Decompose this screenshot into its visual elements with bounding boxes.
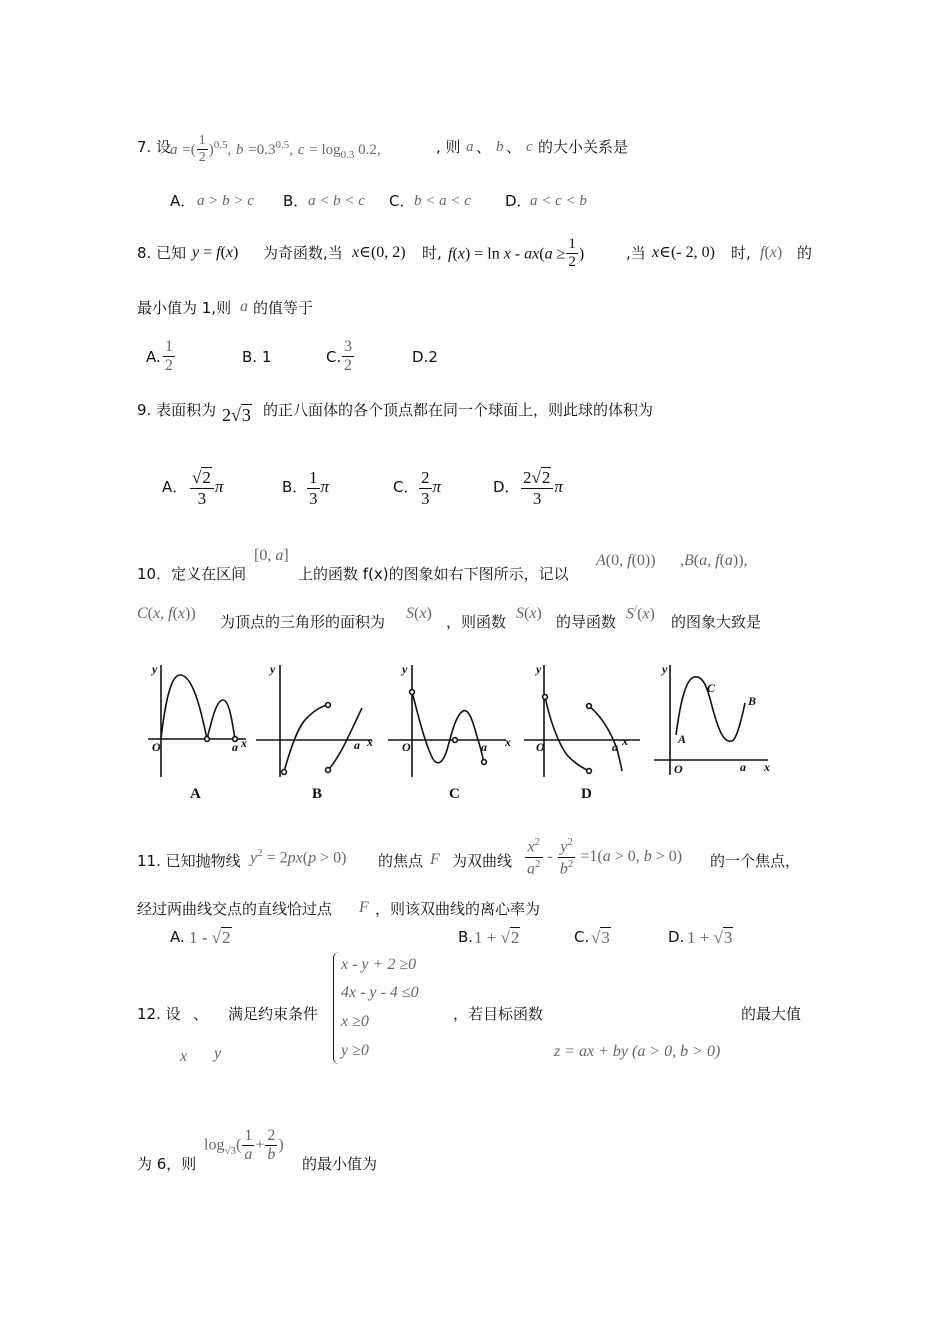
svg-text:a: a [354, 738, 360, 752]
svg-text:y: y [662, 662, 668, 676]
q8-option-b: B. 1 [242, 348, 272, 366]
q11-text-1: 的焦点 [378, 852, 424, 870]
q10-derivative-fn: S/(x) [626, 603, 655, 623]
q9-option-c-label: C． [393, 478, 419, 496]
q9-suffix: 的正八面体的各个顶点都在同一个球面上，则此球的体积为 [263, 401, 654, 419]
q11-option-b-label: B. [458, 928, 474, 946]
svg-text:y: y [402, 662, 408, 676]
svg-text:x: x [622, 734, 628, 748]
svg-text:A: A [678, 732, 687, 746]
q12-constraint-3: x ≥0 [341, 1013, 369, 1030]
q8-text-5: 的 [797, 244, 813, 262]
q8-option-a-value: $\frac{1}{2}$ [165, 338, 173, 375]
q12-var-y: y [214, 1045, 222, 1062]
svg-text:O: O [536, 740, 545, 754]
q12-var-x: x [180, 1048, 188, 1065]
graph-label-c: C [449, 786, 460, 802]
svg-text:x: x [764, 760, 770, 774]
graph-c [388, 665, 506, 777]
q8-option-a-label: A. [146, 348, 161, 366]
q10-point-b: ,B(a, f(a)), [680, 552, 748, 569]
svg-text:O: O [152, 740, 161, 754]
q8-line2-a: 最小值为 1,则 [137, 299, 232, 317]
q12-log-expr: $\log_{√3}$( $\frac{1}{a}$ + $\frac{2}{b}$ ) [204, 1127, 284, 1164]
q9-option-d-value: $\frac{2√2}{3}$ π [523, 468, 563, 508]
q9-option-b-value: $\frac{1}{3}$ π [309, 468, 330, 508]
q12-line3-b: 的最小值为 [302, 1155, 378, 1173]
q8-text-2: 时, [422, 244, 442, 262]
q11-option-c-label: C. [574, 928, 590, 946]
q8-text-4: 时, [731, 244, 751, 262]
q11-option-d-value: 1 + √3 [687, 928, 733, 947]
svg-text:a: a [232, 740, 238, 754]
q11-text-2: 为双曲线 [452, 852, 513, 870]
q10-area-fn-2: S(x) [516, 605, 542, 622]
svg-text:C: C [707, 681, 716, 695]
q10-line2-b: ，则函数 [446, 613, 507, 631]
q10-point-c: C(x, f(x)) [137, 605, 196, 622]
q7-option-b-label: B． [283, 192, 309, 210]
q7-var-a: a [466, 139, 474, 155]
svg-text:a: a [481, 740, 487, 754]
q7-sep-2: 、 [506, 138, 522, 156]
q8-option-c-label: C. [326, 348, 342, 366]
q8-text-1: 为奇函数,当 [263, 244, 343, 262]
q10-interval: [0, a] [254, 547, 289, 564]
q10-line2-c: 的导函数 [556, 613, 617, 631]
q11-line2-b: ，则该双曲线的离心率为 [375, 900, 541, 918]
q11-hyperbola: $\frac{x^2}{a^2}$ - $\frac{y^2}{b^2}$ =1(a > 0, b > 0) [527, 836, 683, 878]
q8-option-c-value: $\frac{3}{2}$ [344, 338, 352, 375]
q8-fx-def: f(x) = ln x - ax(a ≥ $\frac{1}{2}$ ) [448, 236, 585, 271]
q8-line2-b: 的值等于 [253, 299, 314, 317]
q11-option-a-value: 1 - √2 [189, 928, 231, 947]
q8-number: 8. 已知 [137, 244, 187, 262]
svg-text:a: a [612, 740, 618, 754]
q7-option-a-label: A． [170, 192, 196, 210]
svg-text:y: y [152, 662, 158, 676]
q10-area-fn: S(x) [406, 605, 432, 622]
q7-then: , 则 [436, 138, 461, 156]
svg-text:B: B [748, 694, 757, 708]
q12-text-2: ，若目标函数 [453, 1005, 544, 1023]
graph-label-a: A [190, 786, 201, 802]
q12-constraint-2: 4x - y - 4 ≤0 [341, 984, 419, 1001]
q11-number: 11. 已知抛物线 [137, 852, 241, 870]
q7-number: 7. 设 [137, 138, 172, 156]
svg-text:O: O [402, 740, 411, 754]
q12-line3-a: 为 6，则 [137, 1155, 197, 1173]
q9-option-b-label: B． [282, 478, 308, 496]
q11-parabola: $y^2 = 2px(p > 0)$ [250, 847, 347, 867]
q8-interval-neg: x∈(- 2, 0) [652, 244, 715, 261]
q8-text-3: ,当 [626, 244, 646, 262]
q8-interval-pos: x∈(0, 2) [352, 244, 406, 261]
q7-option-d-expr: a < c < b [530, 193, 587, 209]
q10-text-1: 上的函数 f(x)的图象如右下图所示，记以 [298, 565, 569, 583]
q8-var-a: a [240, 298, 248, 315]
svg-text:x: x [505, 735, 511, 749]
svg-text:a: a [740, 760, 746, 774]
q8-fx-odd: y = f(x) [192, 244, 239, 261]
q12-sep: 、 [193, 1005, 209, 1023]
q10-number: 10．定义在区间 [137, 565, 247, 583]
svg-text:O: O [674, 762, 683, 776]
q9-option-d-label: D． [493, 478, 520, 496]
q10-point-a: A(0, f(0)) [596, 552, 656, 569]
q11-option-b-value: 1 + √2 [474, 928, 520, 947]
graph-d [524, 665, 640, 777]
graph-label-d: D [581, 786, 592, 802]
q11-option-d-label: D. [668, 928, 685, 946]
svg-text:y: y [536, 662, 542, 676]
q9-option-c-value: $\frac{2}{3}$ π [421, 468, 442, 508]
q10-graphs [140, 655, 780, 805]
q7-option-d-label: D． [505, 192, 532, 210]
q12-constraint-1: x - y + 2 ≥0 [341, 956, 417, 973]
svg-text:x: x [241, 736, 247, 750]
q12-suffix: 的最大值 [741, 1005, 802, 1023]
q7-var-c: c [526, 139, 533, 155]
graph-b [256, 665, 372, 777]
q7-suffix: 的大小关系是 [538, 138, 629, 156]
q11-line2-a: 经过两曲线交点的直线恰过点 [137, 900, 333, 918]
q7-expression: a =( $\frac{1}{2}$ )$^{0.5}$, $b =0.3^{0.5}$, $c = \log_{0.3} 0.2$, [170, 133, 381, 166]
q8-option-d: D.2 [412, 348, 438, 366]
graph-a [148, 665, 246, 777]
q11-focus-f: F [430, 851, 440, 868]
q9-option-a-label: A． [162, 478, 188, 496]
q11-option-c-value: √3 [591, 928, 610, 947]
q7-option-a-expr: a > b > c [197, 193, 254, 209]
svg-text:x: x [367, 735, 373, 749]
q12-objective: z = ax + by (a > 0, b > 0) [554, 1043, 721, 1060]
q9-area-value: 2√3 [222, 405, 251, 425]
q11-option-a-label: A. [170, 928, 185, 946]
q7-option-b-expr: a < b < c [308, 193, 365, 209]
q9-number: 9. 表面积为 [137, 401, 217, 419]
q7-option-c-label: C． [389, 192, 415, 210]
q12-number: 12. 设 [137, 1005, 181, 1023]
q7-option-c-expr: b < a < c [414, 193, 471, 209]
q12-text-1: 满足约束条件 [228, 1005, 319, 1023]
q9-option-a-value: $\frac{√2}{3}$ π [192, 468, 224, 508]
svg-text:y: y [270, 662, 276, 676]
q11-focus-f-2: F [359, 899, 369, 916]
q7-sep-1: 、 [476, 138, 492, 156]
graph-label-b: B [312, 786, 323, 802]
q10-line2-a: 为顶点的三角形的面积为 [220, 613, 386, 631]
q10-line2-d: 的图象大致是 [671, 613, 762, 631]
q11-suffix: 的一个焦点， [710, 852, 801, 870]
q7-var-b: b [496, 139, 504, 155]
q12-constraint-4: y ≥0 [341, 1042, 369, 1059]
q8-fx-ref: f(x) [760, 244, 783, 261]
